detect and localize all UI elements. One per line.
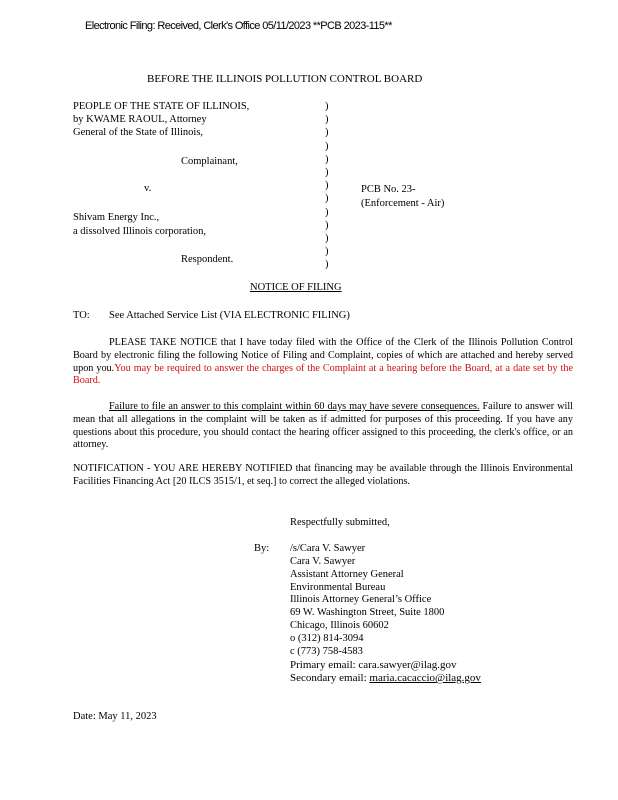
- filing-date: Date: May 11, 2023: [73, 711, 157, 722]
- signer-title: Assistant Attorney General: [290, 569, 404, 580]
- notice-title: NOTICE OF FILING: [250, 282, 342, 293]
- notification-paragraph: NOTIFICATION - YOU ARE HEREBY NOTIFIED that financing may be available through the Illinois Environmental Facilities Financing Act [20 ILCS 3515/1, et seq.] to correct the alleged violations.: [73, 463, 573, 487]
- versus-label: v.: [144, 183, 152, 194]
- failure-warning: Failure to file an answer to this complaint within 60 days may have severe consequences.: [109, 401, 480, 412]
- paren: ): [325, 101, 329, 112]
- to-recipients: See Attached Service List (VIA ELECTRONIC FILING): [109, 310, 350, 321]
- cell-phone: c (773) 758-4583: [290, 646, 363, 657]
- paren: ): [325, 246, 329, 258]
- respondent-line-2: a dissolved Illinois corporation,: [73, 226, 206, 237]
- office-city: Chicago, Illinois 60602: [290, 620, 389, 631]
- secondary-email-link[interactable]: maria.cacaccio@ilag.gov: [369, 672, 481, 684]
- plaintiff-line-1: PEOPLE OF THE STATE OF ILLINOIS,: [73, 101, 250, 112]
- paren: ): [325, 114, 329, 126]
- caption-parentheses: [325, 100, 329, 271]
- closing: Respectfully submitted,: [290, 517, 390, 528]
- respondent-label: Respondent.: [181, 254, 234, 265]
- to-label: TO:: [73, 310, 90, 321]
- case-number: PCB No. 23-: [361, 184, 416, 195]
- paren: ): [325, 166, 329, 178]
- plaintiff-line-3: General of the State of Illinois,: [73, 127, 204, 138]
- office-street: 69 W. Washington Street, Suite 1800: [290, 607, 445, 618]
- signer-office: Illinois Attorney General’s Office: [290, 594, 432, 605]
- notice-paragraph-text: PLEASE TAKE NOTICE that I have today filed with the Office of the Clerk of the Illinois Pollution Control Board by electronic filing the following Notice of Filing and Complaint, copies of which are attached and hereby served upon you.: [73, 337, 573, 374]
- paren: ): [325, 127, 329, 139]
- by-label: By:: [254, 543, 270, 554]
- e-signature: /s/Cara V. Sawyer: [290, 543, 366, 554]
- complainant-label: Complainant,: [181, 156, 238, 167]
- signer-name: Cara V. Sawyer: [290, 556, 356, 567]
- paren: ): [325, 193, 329, 205]
- primary-email: Primary email: cara.sawyer@ilag.gov: [290, 659, 457, 671]
- filing-stamp: Electronic Filing: Received, Clerk's Office 05/11/2023 **PCB 2023-115**: [85, 20, 392, 32]
- failure-paragraph: [73, 401, 573, 452]
- paren: ): [325, 180, 329, 192]
- notice-paragraph: [73, 337, 573, 388]
- paren: ): [325, 140, 329, 152]
- office-phone: o (312) 814-3094: [290, 633, 364, 644]
- plaintiff-line-2: by KWAME RAOUL, Attorney: [73, 114, 207, 125]
- failure-paragraph-text: Failure to answer will mean that all allegations in the complaint will be taken as if admitted for purposes of this proceeding. If you have any questions about this procedure, you should contact the hearing officer assigned to this proceeding, the clerk's office, or an attorney.: [73, 401, 573, 451]
- signer-bureau: Environmental Bureau: [290, 582, 386, 593]
- case-type: (Enforcement - Air): [361, 198, 445, 209]
- paren: ): [325, 259, 329, 271]
- secondary-email-line: [290, 672, 491, 685]
- respondent-line-1: Shivam Energy Inc.,: [73, 212, 160, 223]
- paren: ): [325, 153, 329, 165]
- paren: ): [325, 232, 329, 244]
- paren: ): [325, 219, 329, 231]
- secondary-email-label: Secondary email:: [290, 672, 370, 684]
- paren: ): [325, 206, 329, 218]
- notice-paragraph-warning: You may be required to answer the charges of the Complaint at a hearing before the Board, at a date set by the Board.: [73, 362, 573, 387]
- document-title: BEFORE THE ILLINOIS POLLUTION CONTROL BOARD: [147, 73, 423, 85]
